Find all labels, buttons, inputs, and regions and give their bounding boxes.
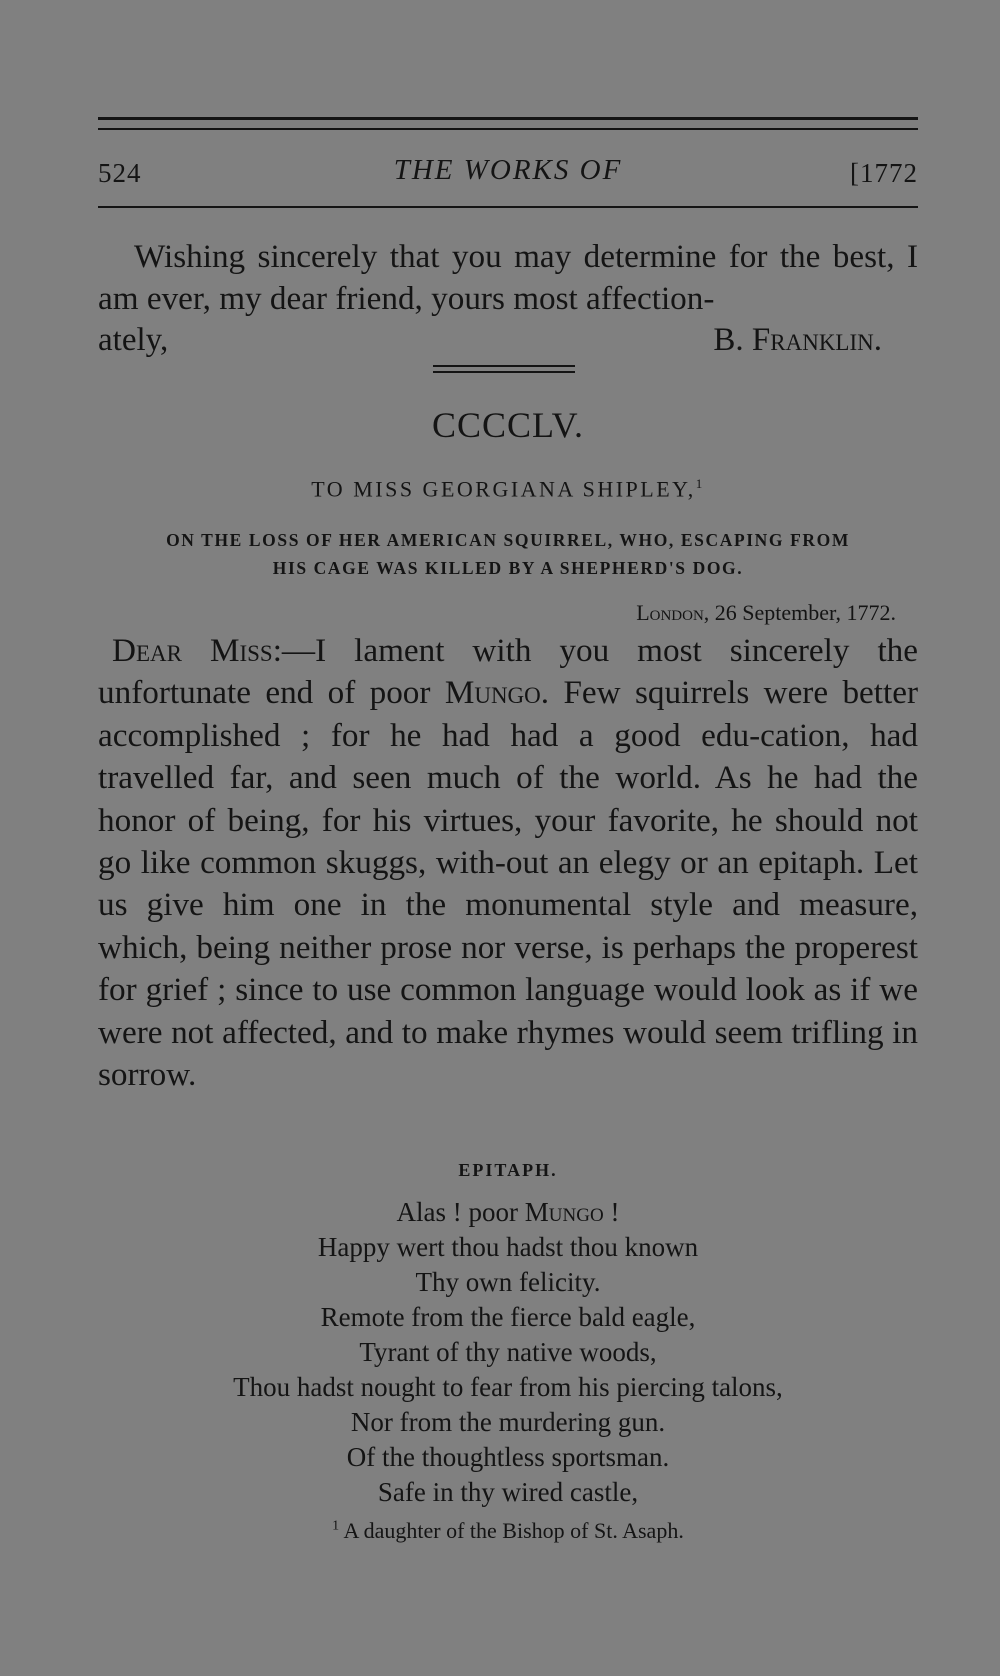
closing-paragraph <box>98 236 918 321</box>
letter-subtitle-line1: ON THE LOSS OF HER AMERICAN SQUIRREL, WHO, ESCAPING FROM <box>166 530 850 550</box>
signature <box>713 322 882 359</box>
letter-subtitle-line2: HIS CAGE WAS KILLED BY A SHEPHERD'S DOG. <box>272 558 744 578</box>
epitaph-first-line-start: Alas ! poor <box>396 1197 525 1227</box>
dateline-place: London, <box>636 600 710 625</box>
epitaph-line: Safe in thy wired castle, <box>377 1477 639 1507</box>
epitaph-line: Thy own felicity. <box>415 1267 601 1297</box>
book-page <box>98 0 918 1676</box>
section-divider <box>433 365 575 367</box>
body-text-part1: :—I lament with you most sincerely the unfortunate end of poor <box>98 632 918 712</box>
header-top-rule-thin <box>98 128 918 130</box>
recipient-footnote-mark: 1 <box>695 476 705 491</box>
epitaph-first-line-end: ! <box>603 1197 620 1227</box>
running-title: THE WORKS OF <box>393 154 623 186</box>
footnote-mark: 1 <box>332 1518 340 1534</box>
epitaph-line: Of the thoughtless sportsman. <box>346 1442 670 1472</box>
epitaph-line: Nor from the murdering gun. <box>350 1407 666 1437</box>
recipient-text: TO MISS GEORGIANA SHIPLEY, <box>311 476 696 502</box>
epitaph-line: Tyrant of thy native woods, <box>359 1337 657 1367</box>
section-divider-lower <box>433 371 575 373</box>
epitaph-heading: EPITAPH. <box>458 1160 558 1180</box>
footnote <box>98 1518 918 1544</box>
epitaph-first-line <box>98 1195 918 1230</box>
footnote-text: A daughter of the Bishop of St. Asaph. <box>343 1518 684 1543</box>
running-header <box>98 150 918 190</box>
epitaph-line: Thou hadst nought to fear from his piercing talons, <box>233 1372 783 1402</box>
letter-recipient <box>98 476 918 502</box>
closing-text: Wishing sincerely that you may determine for the best, I am ever, my dear friend, yours most affection- <box>98 238 918 318</box>
signature-initial: B. <box>713 322 744 358</box>
epitaph-verse <box>98 1230 918 1510</box>
dateline-date: 26 September, 1772. <box>714 600 896 625</box>
letter-number: CCCCLV. <box>431 405 585 445</box>
epitaph-line: Happy wert thou hadst thou known <box>317 1232 699 1262</box>
body-text-part2: Few squirrels were better accomplished ; for he had had a good edu-cation, had travelled far, and seen much of the world. As he had the honor of being, for his virtues, your favorite, he should not go like common skuggs, with-out an elegy or an epitaph. Let us give him one in the monumental style and measure, which, being neither prose nor verse, is perhaps the properest for grief ; since to use common language would look as if we were not affected, and to make rhymes would seem trifling in sorrow. <box>98 674 918 1094</box>
closing-signoff <box>98 322 918 364</box>
squirrel-name: Mungo. <box>444 674 550 712</box>
page-number: 524 <box>98 158 142 188</box>
header-top-rule <box>98 117 918 120</box>
salutation: Dear Miss <box>112 632 273 669</box>
letter-body <box>98 630 918 1096</box>
header-year: [1772 <box>850 158 918 188</box>
epitaph-first-line-name: Mungo <box>524 1197 604 1227</box>
closing-last-word: ately, <box>98 322 169 358</box>
signature-name: Franklin. <box>751 322 882 358</box>
epitaph-line: Remote from the fierce bald eagle, <box>320 1302 696 1332</box>
dateline <box>636 600 896 626</box>
header-bottom-rule <box>98 206 918 208</box>
